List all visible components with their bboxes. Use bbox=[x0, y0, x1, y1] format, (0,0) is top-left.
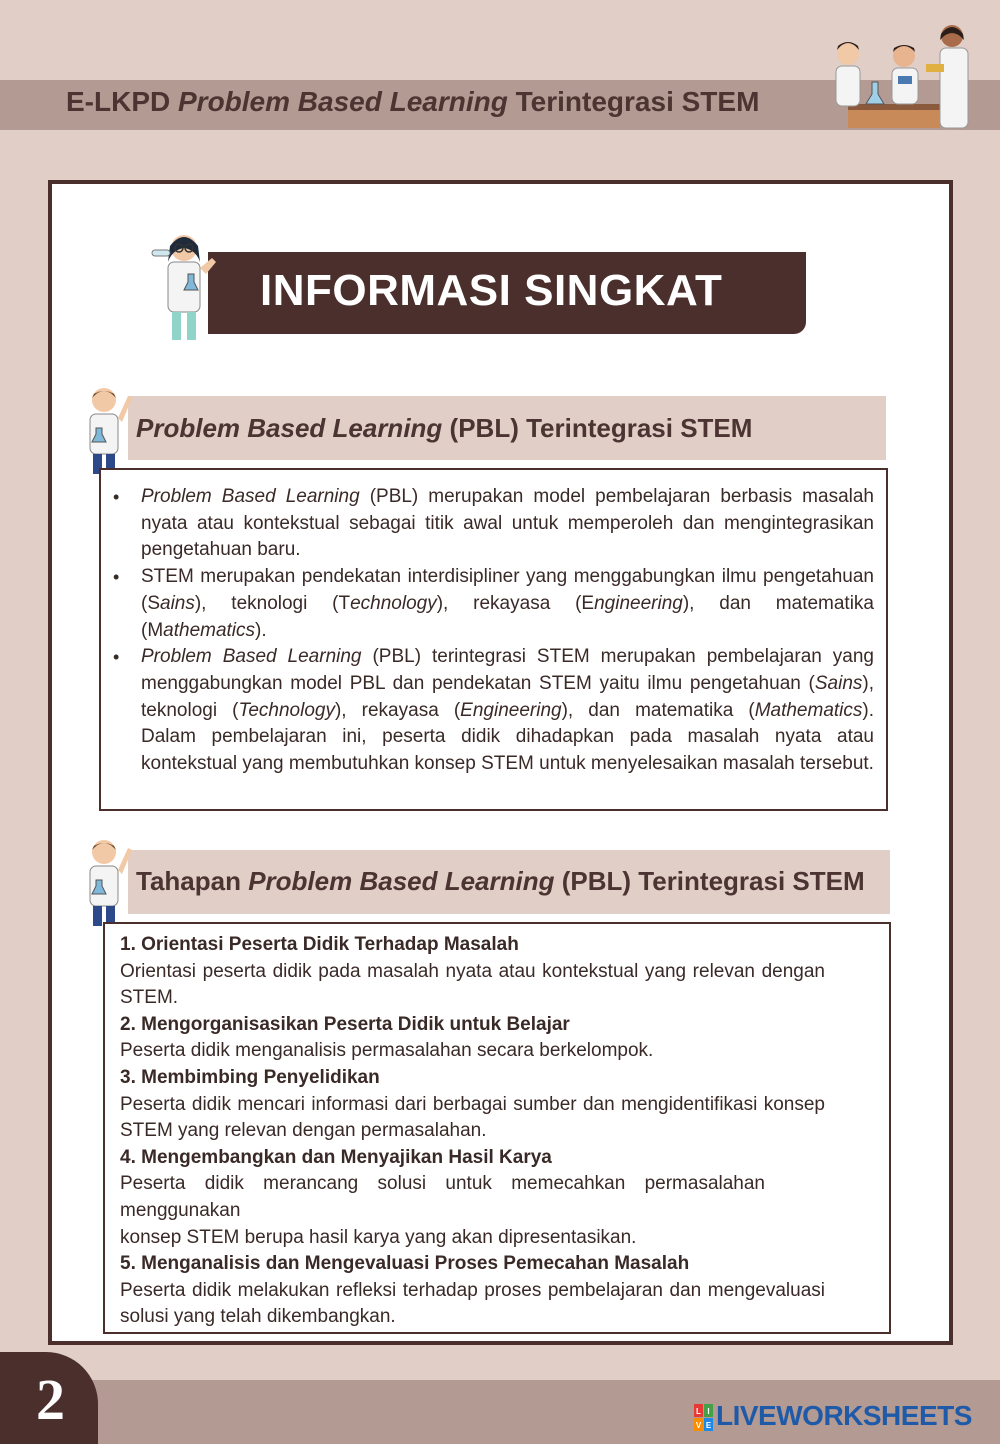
banner-title: INFORMASI SINGKAT bbox=[260, 266, 723, 315]
step-title: 4. Mengembangkan dan Menyajikan Hasil Karya bbox=[120, 1146, 552, 1168]
section1-title: Problem Based Learning (PBL) Terintegrasi STEM bbox=[136, 413, 753, 443]
liveworksheets-logo-icon bbox=[694, 1404, 714, 1432]
step-description: Peserta didik menganalisis permasalahan secara berkelompok. bbox=[120, 1040, 654, 1062]
page-number: 2 bbox=[36, 1367, 65, 1432]
step-description: Orientasi peserta didik pada masalah nyata atau kontekstual yang relevan dengan STEM. bbox=[120, 960, 825, 1009]
step-description: Peserta didik mencari informasi dari berbagai sumber dan mengidentifikasi konsep STEM yang relevan dengan permasalahan. bbox=[120, 1093, 825, 1142]
step-3 bbox=[120, 1065, 825, 1145]
scientists-illustration bbox=[828, 20, 988, 132]
logo-letter: L bbox=[696, 1407, 701, 1416]
step-title: 1. Orientasi Peserta Didik Terhadap Masalah bbox=[120, 934, 519, 955]
section1-content-box bbox=[99, 468, 888, 811]
step-4 bbox=[120, 1145, 825, 1251]
step-5 bbox=[120, 1251, 825, 1331]
step-title: 2. Mengorganisasikan Peserta Didik untuk Belajar bbox=[120, 1013, 570, 1035]
pbl-bullet-list bbox=[101, 484, 874, 778]
step-2 bbox=[120, 1012, 825, 1065]
step-title: 5. Menganalisis dan Mengevaluasi Proses Pemecahan Masalah bbox=[120, 1253, 690, 1275]
boy-scientist-icon bbox=[76, 834, 136, 930]
boy-scientist-icon bbox=[76, 382, 136, 478]
liveworksheets-brand-link[interactable]: LIVEWORKSHEETS bbox=[716, 1400, 972, 1431]
header-title: E-LKPD Problem Based Learning Terintegrasi STEM bbox=[66, 86, 760, 117]
bullet-item: • STEM merupakan pendekatan interdisipliner yang menggabungkan ilmu pengetahuan (Sains), teknologi (Technology), rekayasa (Engineering), dan matematika (Mathematics). bbox=[101, 564, 874, 644]
logo-letter: V bbox=[695, 1421, 702, 1430]
logo-letter: E bbox=[705, 1421, 712, 1430]
section2-title: Tahapan Problem Based Learning (PBL) Terintegrasi STEM bbox=[136, 866, 865, 896]
section2-content-box bbox=[103, 922, 891, 1334]
bullet-item: • Problem Based Learning (PBL) terintegrasi STEM merupakan pembelajaran yang menggabungkan model PBL dan pendekatan STEM yaitu ilmu pengetahuan (Sains), teknologi (Technology), rekayasa (Engineering), dan matematika (Mathematics). Dalam pembelajaran ini, peserta didik dihadapkan pada masalah nyata atau kontekstual yang membutuhkan konsep STEM untuk menyelesaikan masalah tersebut. bbox=[101, 644, 874, 778]
step-description: Peserta didik merancang solusi untuk memecahkan permasalahan menggunakan bbox=[120, 1173, 765, 1221]
girl-scientist-illustration bbox=[148, 228, 220, 348]
step-title: 3. Membimbing Penyelidikan bbox=[120, 1066, 380, 1088]
step-1 bbox=[120, 932, 825, 1012]
bullet-item: • Problem Based Learning (PBL) merupakan model pembelajaran berbasis masalah nyata atau kontekstual sebagai titik awal untuk memperoleh dan mengintegrasikan pengetahuan baru. bbox=[101, 484, 874, 564]
logo-letter: I bbox=[707, 1407, 710, 1416]
step-description-continued: konsep STEM berupa hasil karya yang akan dipresentasikan. bbox=[120, 1226, 637, 1248]
step-description: Peserta didik melakukan refleksi terhadap proses pembelajaran dan mengevaluasi solusi yang telah dikembangkan. bbox=[120, 1279, 825, 1328]
